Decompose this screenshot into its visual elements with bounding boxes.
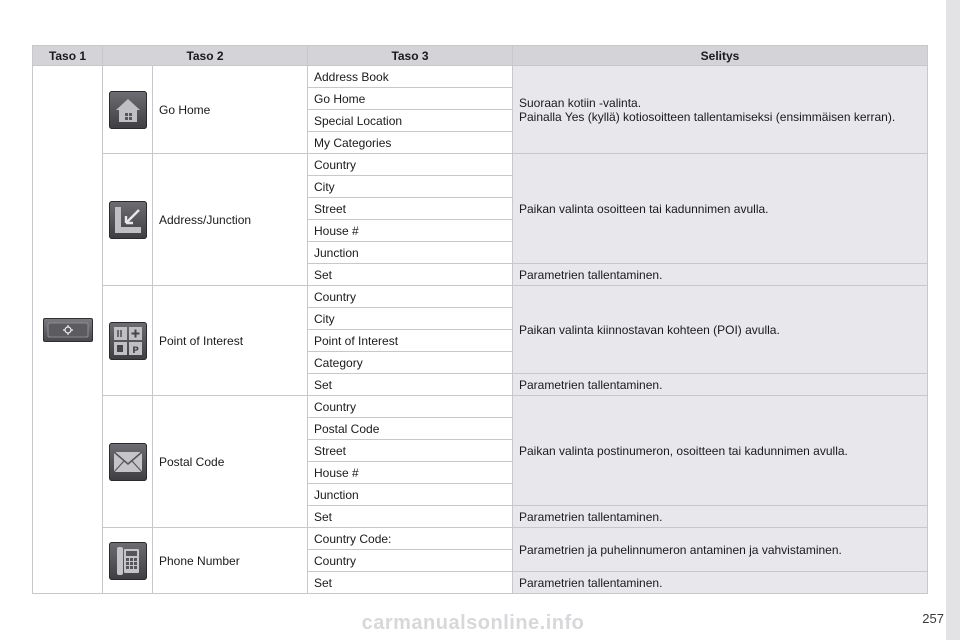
page-side-bar: [946, 0, 960, 640]
level3-country-code: Country Code:: [308, 528, 513, 550]
table-row: [33, 154, 928, 176]
page-number: 257: [922, 611, 944, 626]
description-address-junction: Paikan valinta osoitteen tai kadunnimen avulla.: [513, 154, 928, 264]
go-home-icon-cell: [103, 66, 153, 154]
level3-special-location: Special Location: [308, 110, 513, 132]
envelope-icon: [109, 443, 147, 481]
description-go-home: Suoraan kotiin -valinta. Painalla Yes (kyllä) kotiosoitteen tallentamiseksi (ensimmäisen kerran).: [513, 66, 928, 154]
table-header-row: [33, 46, 928, 66]
level3-street: Street: [308, 198, 513, 220]
poi-icon-cell: [103, 286, 153, 396]
level3-house-number: House #: [308, 462, 513, 484]
level2-go-home: Go Home: [153, 66, 308, 154]
house-icon: [109, 91, 147, 129]
postal-code-icon-cell: [103, 396, 153, 528]
level3-set: Set: [308, 374, 513, 396]
junction-icon: [109, 201, 147, 239]
level2-phone-number: Phone Number: [153, 528, 308, 594]
level3-my-categories: My Categories: [308, 132, 513, 154]
level2-address-junction: Address/Junction: [153, 154, 308, 286]
level3-city: City: [308, 308, 513, 330]
phone-number-icon-cell: [103, 528, 153, 594]
level2-postal-code: Postal Code: [153, 396, 308, 528]
description-point-of-interest: Paikan valinta kiinnostavan kohteen (POI) avulla.: [513, 286, 928, 374]
description-phone-number: Parametrien ja puhelinnumeron antaminen ja vahvistaminen.: [513, 528, 928, 572]
address-junction-icon-cell: [103, 154, 153, 286]
level2-point-of-interest: Point of Interest: [153, 286, 308, 396]
level3-go-home: Go Home: [308, 88, 513, 110]
svg-text:P: P: [132, 345, 139, 356]
navigation-menu-table: [32, 45, 928, 594]
table-row: [33, 528, 928, 550]
description-postal-code: Paikan valinta postinumeron, osoitteen tai kadunnimen avulla.: [513, 396, 928, 506]
level3-junction: Junction: [308, 242, 513, 264]
level3-country: Country: [308, 396, 513, 418]
header-selitys: Selitys: [513, 46, 928, 66]
description-set: Parametrien tallentaminen.: [513, 506, 928, 528]
level3-category: Category: [308, 352, 513, 374]
level3-set: Set: [308, 572, 513, 594]
table-row: [33, 286, 928, 308]
description-set: Parametrien tallentaminen.: [513, 264, 928, 286]
navigation-menu-button-icon: [43, 318, 93, 342]
level3-house-number: House #: [308, 220, 513, 242]
description-set: Parametrien tallentaminen.: [513, 572, 928, 594]
level3-address-book: Address Book: [308, 66, 513, 88]
header-taso3: Taso 3: [308, 46, 513, 66]
level3-country: Country: [308, 154, 513, 176]
header-taso2: Taso 2: [103, 46, 308, 66]
level3-country: Country: [308, 286, 513, 308]
level1-cell: [33, 66, 103, 594]
phone-icon: [109, 542, 147, 580]
level3-set: Set: [308, 264, 513, 286]
level3-set: Set: [308, 506, 513, 528]
level3-point-of-interest: Point of Interest: [308, 330, 513, 352]
level3-street: Street: [308, 440, 513, 462]
description-set: Parametrien tallentaminen.: [513, 374, 928, 396]
header-taso1: Taso 1: [33, 46, 103, 66]
table-row: [33, 66, 928, 88]
level3-country: Country: [308, 550, 513, 572]
level3-city: City: [308, 176, 513, 198]
watermark: carmanualsonline.info: [361, 612, 585, 634]
poi-icon: [109, 322, 147, 360]
table-row: [33, 396, 928, 418]
level3-postal-code: Postal Code: [308, 418, 513, 440]
level3-junction: Junction: [308, 484, 513, 506]
